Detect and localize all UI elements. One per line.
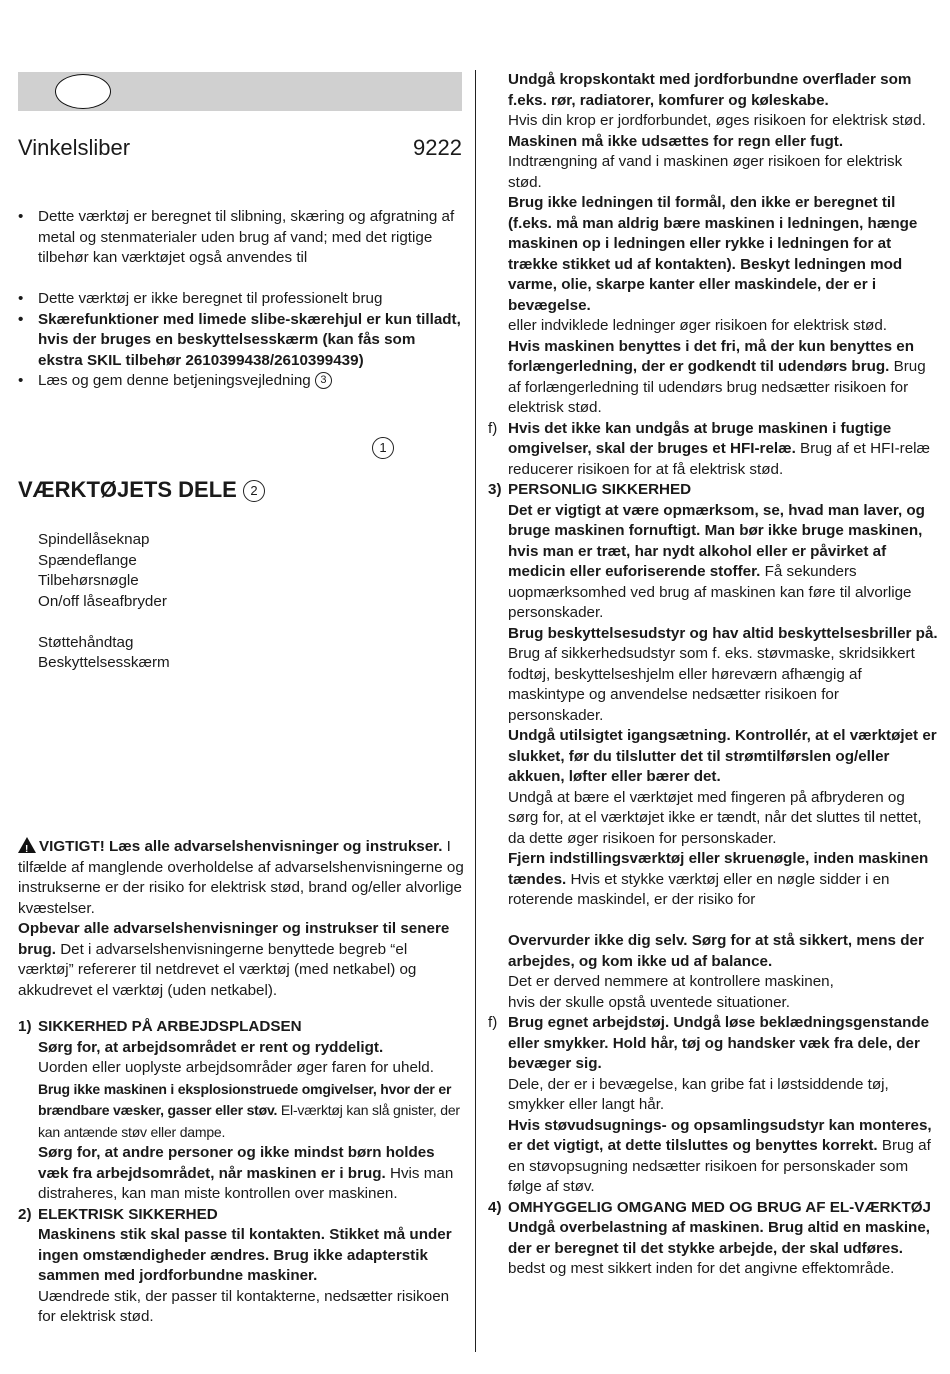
list-item: • Læs og gem denne betjeningsvejledning 3 — [18, 371, 463, 392]
section-1: 1) SIKKERHED PÅ ARBEJDSPLADSEN Sørg for, at arbejdsområdet er rent og ryddeligt. Uorden eller uoplyste arbejdsområder øger faren for uheld. Brug ikke maskinen i eksplosionstruede omgivelser, hvor der er brændbare væsker, gasser eller støv. El-værktøj kan slå gnister, der kan antænde støv eller dampe. Sørg for, at andre personer og ikke mindst børn holdes væk fra arbejdsområdet, når maskinen er i brug. Hvis man distraheres, kan man miste kontrollen over maskinen. 2) ELEKTRISK SIKKERHED Maskinens stik skal passe til kontakten. Stikket må under ingen omstændigheder ændres. Brug ikke adapterstik sammen med jordforbundne maskiner. Uændrede stik, der passer til kontakterne, nedsætter risikoen for elektrisk stød. — [18, 1018, 460, 1325]
list-item: Støttehåndtag — [38, 633, 134, 651]
figure-ref-1: 1 — [372, 437, 394, 459]
intro-bullets-2 — [18, 289, 463, 392]
language-marker-oval — [55, 74, 111, 109]
figure-ref-2: 2 — [243, 480, 265, 502]
product-name: Vinkelsliber — [18, 135, 131, 160]
column-divider — [475, 70, 476, 1352]
figure-ref-3: 3 — [315, 372, 332, 389]
list-item: • Dette værktøj er beregnet til slibning, skæring og afgratning af metal og stenmaterialer uden brug af vand; med det rigtige tilbehør kan værktøjet også anvendes til — [18, 208, 455, 266]
section-title: VÆRKTØJETS DELE 2 — [18, 477, 265, 503]
list-item: On/off låseafbryder — [38, 592, 167, 610]
list-item: Tilbehørsnøgle — [38, 572, 139, 589]
product-number: 9222 — [413, 135, 462, 160]
list-item: • Dette værktøj er ikke beregnet til professionelt brug — [18, 290, 383, 307]
warning-block: ! VIGTIGT! Læs alle advarselshenvisninger og instrukser. I tilfælde af manglende overholdelse af advarselshenvisningerne og instrukserne er der risiko for elektrisk stød, brand og/eller alvorlige kvæstelser. Opbevar alle advarselshenvisninger og instrukser til senere brug. Det i advarselshenvisningerne benyttede begreb “el værktøj” refererer til netdrevet el værktøj (med netkabel) og akkudrevet el værktøj (uden netkabel). — [18, 838, 464, 999]
parts-list — [38, 530, 170, 674]
warning-triangle-icon: ! — [18, 837, 36, 853]
list-item: • Skærefunktioner med limede slibe-skærehjul er kun tilladt, hvis der bruges en beskyttelsesskærm (kan fås som ekstra SKIL tilbehør 2610399438/2610399439) — [18, 310, 461, 369]
right-column: Undgå kropskontakt med jordforbundne overflader som f.eks. rør, radiatorer, komfurer og køleskabe. Hvis din krop er jordforbundet, øges risikoen for elektrisk stød. Maskinen må ikke udsættes for regn eller fugt. Indtrængning af vand i maskinen øger risikoen for elektrisk stød. Brug ikke ledningen til formål, den ikke er beregnet til (f.eks. må man aldrig bære maskinen i ledningen, hænge maskinen op i ledningen eller rykke i ledningen for at trække stikket ud af kontakten). Beskyt ledningen mod varme, olie, skarpe kanter eller maskindele, der er i bevægelse. eller indviklede ledninger øger risikoen for elektrisk stød. Hvis maskinen benyttes i det fri, må der kun benyttes en forlængerledning, der er godkendt til udendørs brug. Brug af forlængerledning til udendørs brug nedsætter risikoen for elektrisk stød. f) Hvis det ikke kan undgås at bruge maskinen i fugtige omgivelser, skal der bruges et HFI-relæ. Brug af et HFI-relæ reducerer risikoen for at få elektrisk stød. 3) PERSONLIG SIKKERHED Det er vigtigt at være opmærksom, se, hvad man laver, og bruge maskinen fornuftigt. Man bør ikke bruge maskinen, hvis man er træt, har nydt alkohol eller er påvirket af medicin eller euforiserende stoffer. Få sekunders uopmærksomhed ved brug af maskinen kan føre til alvorlige personskader. Brug beskyttelsesudstyr og hav altid beskyttelsesbriller på. Brug af sikkerhedsudstyr som f. eks. støvmaske, skridsikkert fodtøj, beskyttelseshjelm eller høreværn afhængig af maskintype og anvendelse nedsætter risikoen for personskader. Undgå utilsigtet igangsætning. Kontrollér, at el værktøjet er slukket, før du tilslutter det til strømtilførslen og/eller akkuen, løfter eller bærer det. Undgå at bære el værktøjet med fingeren på afbryderen og sørg for, at el værktøjet ikke er tændt, når det sluttes til nettet, da dette øger risikoen for personskader. Fjern indstillingsværktøj eller skruenøgle, inden maskinen tændes. Hvis et stykke værktøj eller en nøgle sidder i en roterende maskindel, er der risiko for Overvurder ikke dig selv. Sørg for at stå sikkert, mens der arbejdes, og kom ikke ud af balance. Det er derved nemmere at kontrollere maskinen, hvis der skulle opstå uventede situationer. f) Brug egnet arbejdstøj. Undgå løse beklædningsgenstande eller smykker. Hold hår, tøj og handsker væk fra dele, der bevæger sig. Dele, der er i bevægelse, kan gribe fat i løstsiddende tøj, smykker eller langt hår. Hvis støvudsugnings- og opsamlingsudstyr kan monteres, er det vigtigt, at dette tilsluttes og benyttes korrekt. Brug af en støvopsugning nedsætter risikoen for personskader som følge af støv. 4) OMHYGGELIG OMGANG MED OG BRUG AF EL-VÆRKTØJ Undgå overbelastning af maskinen. Brug altid en maskine, der er beregnet til det stykke arbejde, der skal udføres. bedst og mest sikkert inden for det angivne effektområde. — [488, 71, 938, 1277]
list-item: Beskyttelsesskærm — [38, 654, 170, 671]
list-item: Spændeflange — [38, 551, 137, 569]
intro-bullets — [18, 207, 463, 269]
page-title — [18, 135, 462, 161]
list-item: Spindellåseknap — [38, 531, 150, 548]
